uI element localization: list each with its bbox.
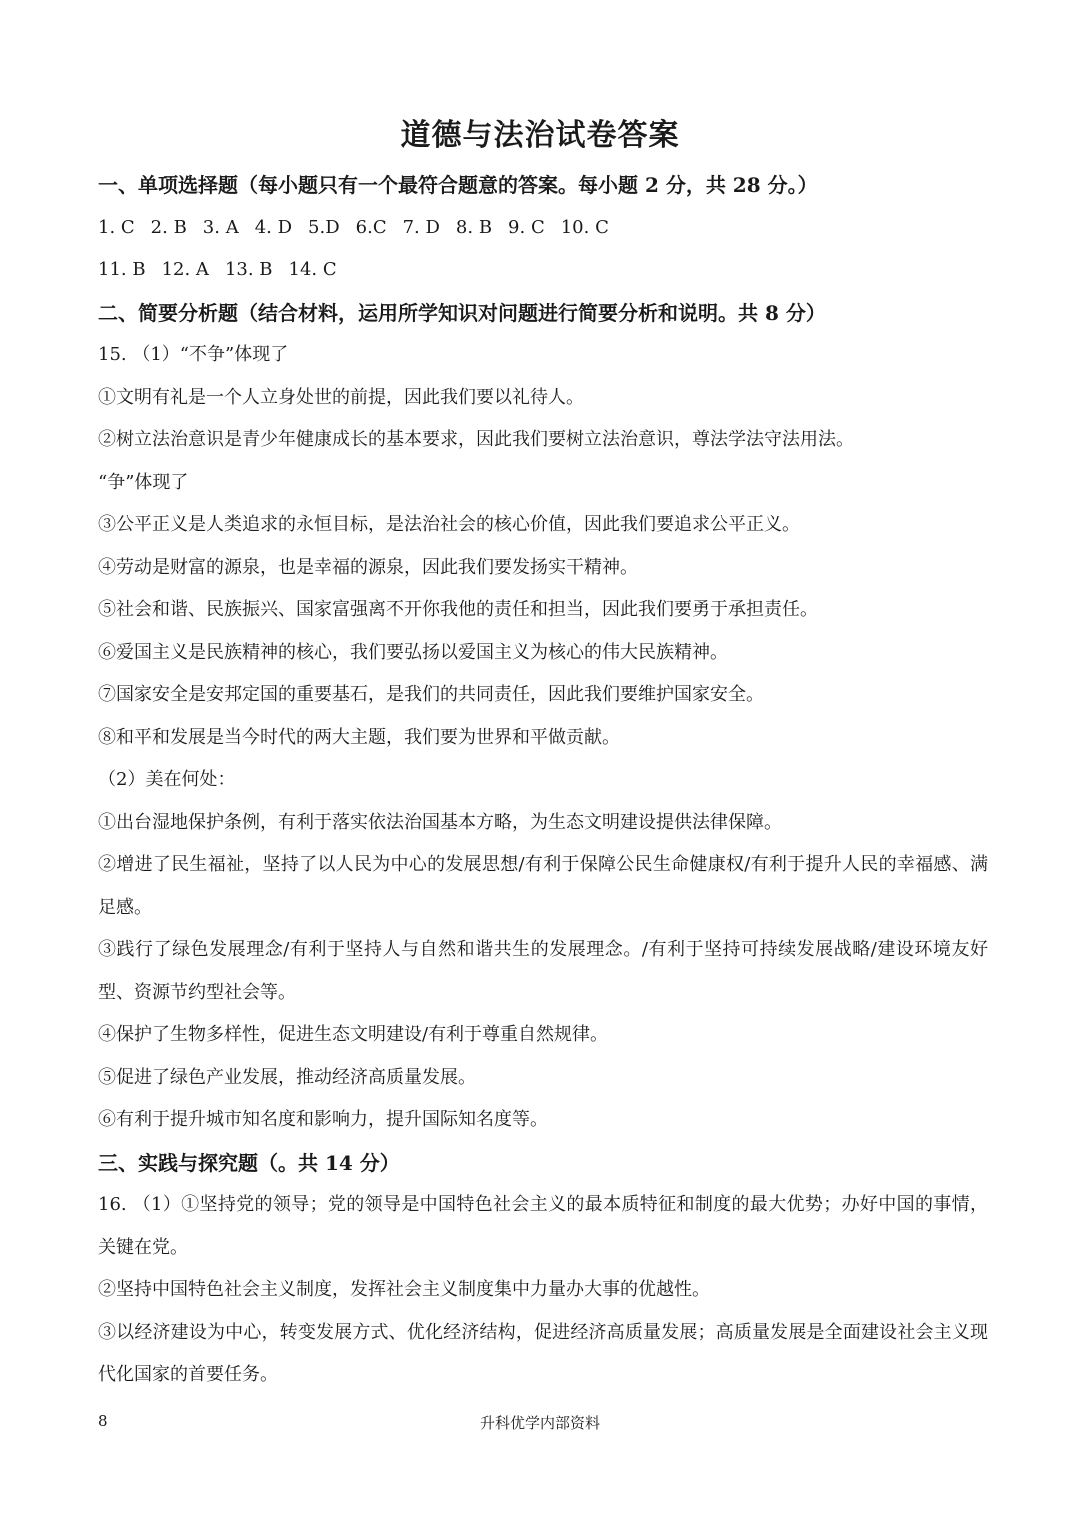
answer-item: 4. D xyxy=(254,216,293,238)
answer-item: 12. A xyxy=(161,259,209,280)
answer-item: 1. C xyxy=(98,216,135,238)
answer-content xyxy=(98,164,988,1397)
list-item: ④劳动是财富的源泉，也是幸福的源泉，因此我们要发扬实干精神。 xyxy=(98,556,638,578)
section3-heading: 三、实践与探究题（。共 14 分） xyxy=(98,1150,400,1175)
answer-item: 10. C xyxy=(560,216,609,238)
list-item: 16. （1）①坚持党的领导；党的领导是中国特色社会主义的最本质特征和制度的最大优势；办好中国的事情，关键在党。 xyxy=(98,1194,988,1258)
list-item: ⑥爱国主义是民族精神的核心，我们要弘扬以爱国主义为核心的伟大民族精神。 xyxy=(98,641,728,663)
list-item: ②坚持中国特色社会主义制度，发挥社会主义制度集中力量办大事的优越性。 xyxy=(98,1279,710,1300)
answer-item: 6.C xyxy=(355,216,387,238)
list-item: ④保护了生物多样性，促进生态文明建设/有利于尊重自然规律。 xyxy=(98,1024,609,1045)
answer-item: 3. A xyxy=(202,216,239,238)
answer-row-1 xyxy=(98,207,988,250)
q15-part2-label: （2）美在何处： xyxy=(98,769,236,790)
list-item: ①出台湿地保护条例，有利于落实依法治国基本方略，为生态文明建设提供法律保障。 xyxy=(98,811,782,833)
list-item: ③践行了绿色发展理念/有利于坚持人与自然和谐共生的发展理念。/有利于坚持可持续发展战略/建设环境友好型、资源节约型社会等。 xyxy=(98,939,988,1003)
answer-item: 7. D xyxy=(402,216,440,238)
section2-heading: 二、简要分析题（结合材料，运用所学知识对问题进行简要分析和说明。共 8 分） xyxy=(98,300,826,325)
answer-row-2 xyxy=(98,249,988,292)
section1-heading: 一、单项选择题（每小题只有一个最符合题意的答案。每小题 2 分，共 28 分。） xyxy=(98,173,818,197)
answer-item: 5.D xyxy=(308,216,340,238)
page-title: 道德与法治试卷答案 xyxy=(400,118,680,153)
page-number: 8 xyxy=(98,1412,108,1430)
answer-item: 14. C xyxy=(288,259,337,280)
list-item: ⑦国家安全是安邦定国的重要基石，是我们的共同责任，因此我们要维护国家安全。 xyxy=(98,684,764,705)
list-item: ⑧和平和发展是当今时代的两大主题，我们要为世界和平做贡献。 xyxy=(98,726,620,748)
list-item: ⑥有利于提升城市知名度和影响力，提升国际知名度等。 xyxy=(98,1109,548,1130)
list-item: ①文明有礼是一个人立身处世的前提，因此我们要以礼待人。 xyxy=(98,386,584,408)
list-item: ③以经济建设为中心，转变发展方式、优化经济结构，促进经济高质量发展；高质量发展是全面建设社会主义现代化国家的首要任务。 xyxy=(98,1321,988,1385)
footer-text: 升科优学内部资料 xyxy=(479,1414,600,1432)
list-item: ⑤社会和谐、民族振兴、国家富强离不开你我他的责任和担当，因此我们要勇于承担责任。 xyxy=(98,599,818,620)
answer-item: 9. C xyxy=(508,216,545,238)
answer-item: 2. B xyxy=(150,216,187,238)
list-item: ②增进了民生福祉，坚持了以人民为中心的发展思想/有利于保障公民生命健康权/有利于提升人民的幸福感、满足感。 xyxy=(98,854,988,918)
zheng-label: “争”体现了 xyxy=(98,471,189,493)
answer-item: 8. B xyxy=(455,216,493,238)
q15-part1-label: 15. （1）“不争”体现了 xyxy=(98,344,289,365)
list-item: ②树立法治意识是青少年健康成长的基本要求，因此我们要树立法治意识，尊法学法守法用法。 xyxy=(98,429,854,450)
answer-item: 11. B xyxy=(98,259,146,280)
list-item: ③公平正义是人类追求的永恒目标，是法治社会的核心价值，因此我们要追求公平正义。 xyxy=(98,514,800,535)
list-item: ⑤促进了绿色产业发展，推动经济高质量发展。 xyxy=(98,1066,476,1088)
answer-item: 13. B xyxy=(224,259,273,280)
